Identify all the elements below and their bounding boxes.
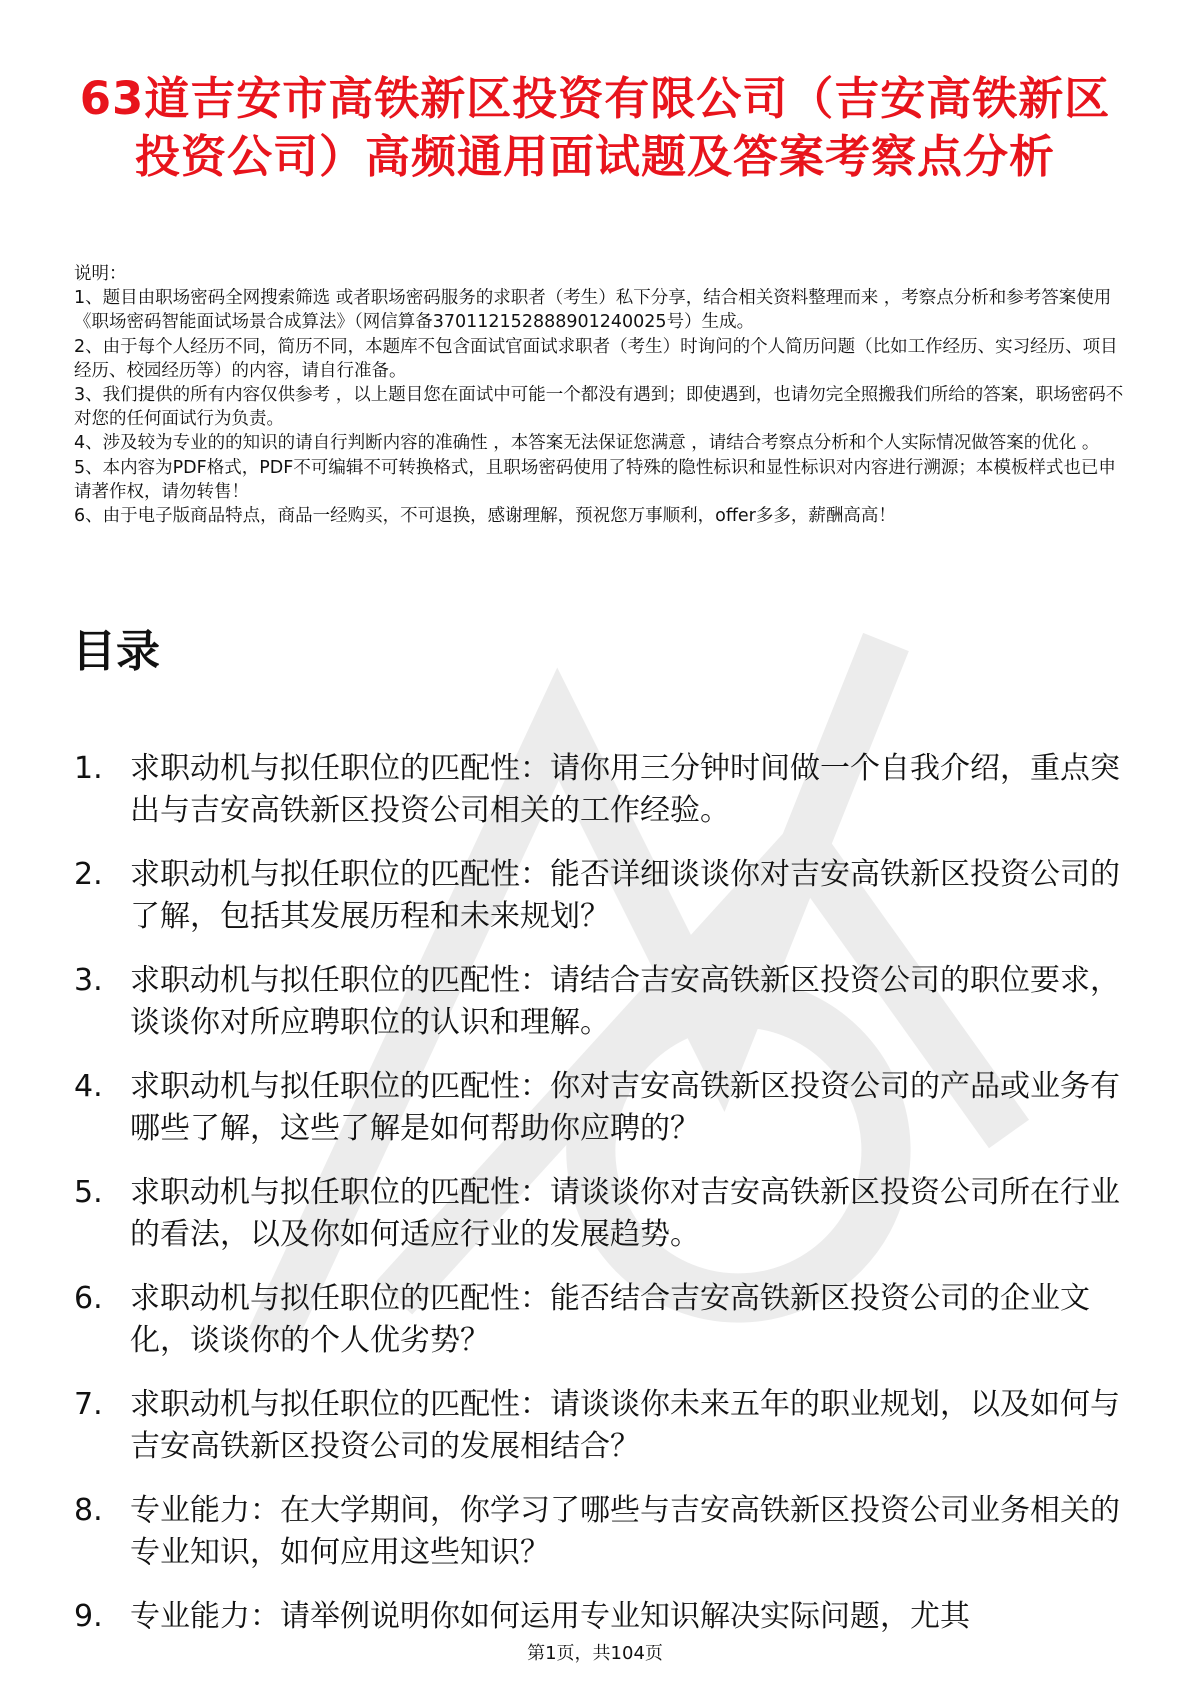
note-item: 6、由于电子版商品特点，商品一经购买，不可退换，感谢理解，预祝您万事顺利，offer多多，薪酬高高！ [74, 506, 896, 527]
toc-item-number: 8. [74, 1493, 103, 1528]
toc-item-text: 专业能力：请举例说明你如何运用专业知识解决实际问题，尤其 [130, 1599, 970, 1634]
toc-item-number: 9. [74, 1599, 103, 1634]
toc-item-text: 求职动机与拟任职位的匹配性：你对吉安高铁新区投资公司的产品或业务有哪些了解，这些了解是如何帮助你应聘的？ [130, 1069, 1120, 1146]
note-item: 1、题目由职场密码全网搜索筛选 或者职场密码服务的求职者（考生）私下分享，结合相关资料整理而来 ，考察点分析和参考答案使用《职场密码智能面试场景合成算法》（网信算备370112152888901240025号）生成。 [74, 288, 1112, 333]
toc-item-number: 6. [74, 1281, 103, 1316]
toc-item-number: 5. [74, 1175, 103, 1210]
toc-item[interactable] [74, 1490, 1124, 1574]
toc-item[interactable] [74, 854, 1124, 938]
page-footer: 第1页，共104页 [527, 1643, 663, 1664]
toc-item-text: 求职动机与拟任职位的匹配性：能否结合吉安高铁新区投资公司的企业文化，谈谈你的个人优劣势？ [130, 1281, 1090, 1358]
toc-item[interactable] [74, 1384, 1124, 1468]
toc-heading: 目录 [72, 626, 160, 677]
note-item: 3、我们提供的所有内容仅供参考 ，以上题目您在面试中可能一个都没有遇到；即使遇到，也请勿完全照搬我们所给的答案，职场密码不对您的任何面试行为负责。 [74, 385, 1124, 430]
toc-item-text: 求职动机与拟任职位的匹配性：请谈谈你未来五年的职业规划，以及如何与吉安高铁新区投资公司的发展相结合？ [130, 1387, 1120, 1464]
toc-item-text: 求职动机与拟任职位的匹配性：请结合吉安高铁新区投资公司的职位要求，谈谈你对所应聘职位的认识和理解。 [130, 963, 1120, 1040]
toc-item-text: 求职动机与拟任职位的匹配性：请谈谈你对吉安高铁新区投资公司所在行业的看法，以及你如何适应行业的发展趋势。 [130, 1175, 1120, 1252]
toc-item[interactable] [74, 1172, 1124, 1256]
toc-item[interactable] [74, 1066, 1124, 1150]
toc-item[interactable] [74, 1278, 1124, 1362]
toc-item-text: 求职动机与拟任职位的匹配性：能否详细谈谈你对吉安高铁新区投资公司的了解，包括其发展历程和未来规划？ [130, 857, 1120, 934]
notes-heading: 说明： [74, 264, 127, 284]
toc-item-number: 3. [74, 963, 103, 998]
toc-item[interactable] [74, 1596, 1124, 1638]
toc-item-number: 7. [74, 1387, 103, 1422]
toc-list [74, 748, 1124, 1660]
toc-item-number: 4. [74, 1069, 103, 1104]
toc-item[interactable] [74, 748, 1124, 832]
toc-item[interactable] [74, 960, 1124, 1044]
document-title: 63道吉安市高铁新区投资有限公司（吉安高铁新区投资公司）高频通用面试题及答案考察点分析 [79, 72, 1111, 184]
toc-item-number: 2. [74, 857, 103, 892]
note-item: 4、涉及较为专业的的知识的请自行判断内容的准确性 ，本答案无法保证您满意 ，请结合考察点分析和个人实际情况做答案的优化 。 [74, 433, 1100, 454]
toc-item-number: 1. [74, 751, 103, 786]
note-item: 5、本内容为PDF格式，PDF不可编辑不可转换格式，且职场密码使用了特殊的隐性标识和显性标识对内容进行溯源；本模板样式也已申请著作权，请勿转售！ [74, 457, 1116, 502]
notes-section [74, 262, 1124, 528]
toc-item-text: 专业能力：在大学期间，你学习了哪些与吉安高铁新区投资公司业务相关的专业知识，如何应用这些知识？ [130, 1493, 1120, 1570]
toc-item-text: 求职动机与拟任职位的匹配性：请你用三分钟时间做一个自我介绍，重点突出与吉安高铁新区投资公司相关的工作经验。 [130, 751, 1120, 828]
note-item: 2、由于每个人经历不同，简历不同，本题库不包含面试官面试求职者（考生）时询问的个人简历问题（比如工作经历、实习经历、项目经历、校园经历等）的内容，请自行准备。 [74, 336, 1118, 381]
